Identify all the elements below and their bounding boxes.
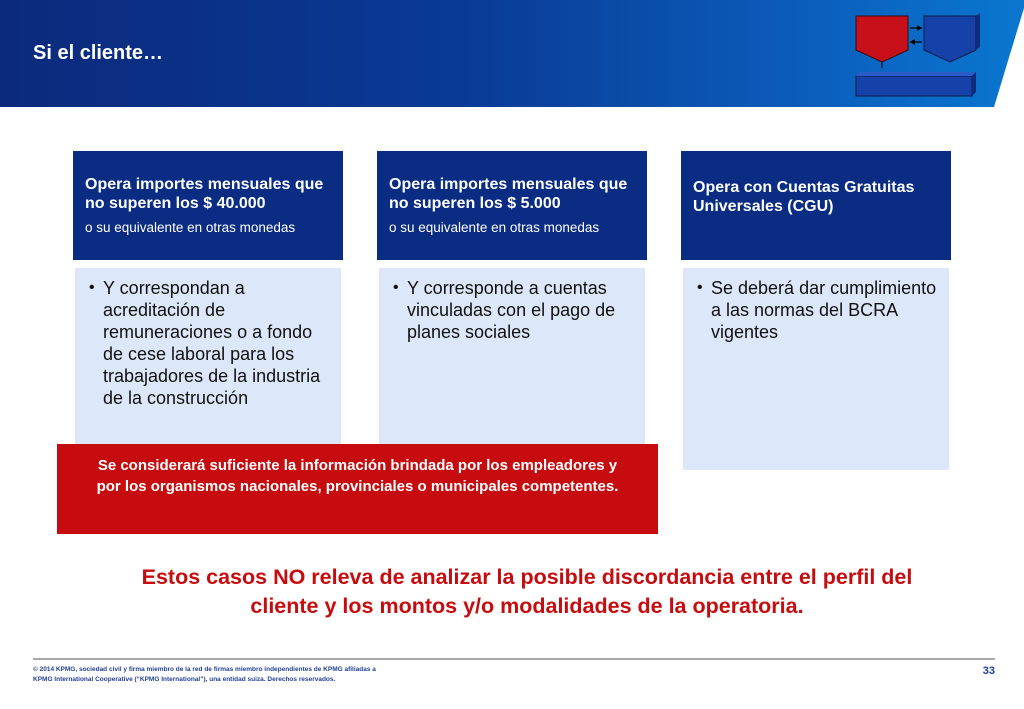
legal-line-2: KPMG International Cooperative (“KPMG International”), una entidad suiza. Derechos reservados. [33,675,336,683]
slide-title: Si el cliente… [33,42,164,64]
column-body-cgu [683,268,949,470]
column-bullet: • Y corresponde a cuentas vinculadas con el pago de planes sociales [393,277,633,343]
footer-divider [33,658,995,660]
column-header-title: Opera con Cuentas Gratuitas Universales (CGU) [693,179,915,215]
info-sufficiency-note: Se considerará suficiente la información brindada por los empleadores y por los organismos nacionales, provinciales o municipales competentes. [57,444,658,534]
column-header-subtitle: o su equivalente en otras monedas [85,220,296,235]
column-bullet: • Y correspondan a acreditación de remuneraciones o a fondo de cese laboral para los trabajadores de la industria de la construcción [89,277,329,409]
column-body-5000 [379,268,645,444]
process-diagram-icon [850,10,985,102]
column-bullet: • Se deberá dar cumplimiento a las normas del BCRA vigentes [697,277,937,343]
column-header-subtitle: o su equivalente en otras monedas [389,220,600,235]
page-number: 33 [982,665,995,677]
column-header-title: Opera importes mensuales que no superen los $ 40.000 [85,176,324,212]
column-header-title: Opera importes mensuales que no superen los $ 5.000 [389,176,628,212]
footer-legal [33,665,453,684]
column-header-5000 [377,151,647,260]
column-body-40000 [75,268,341,444]
column-header-cgu [681,151,951,260]
legal-line-1: © 2014 KPMG, sociedad civil y firma miembro de la red de firmas miembro independientes de KPMG afiliadas a [33,666,376,673]
column-header-40000 [73,151,343,260]
conclusion-text: Estos casos NO releva de analizar la posible discordancia entre el perfil del cliente y los montos y/o modalidades de la operatoria. [141,565,913,618]
